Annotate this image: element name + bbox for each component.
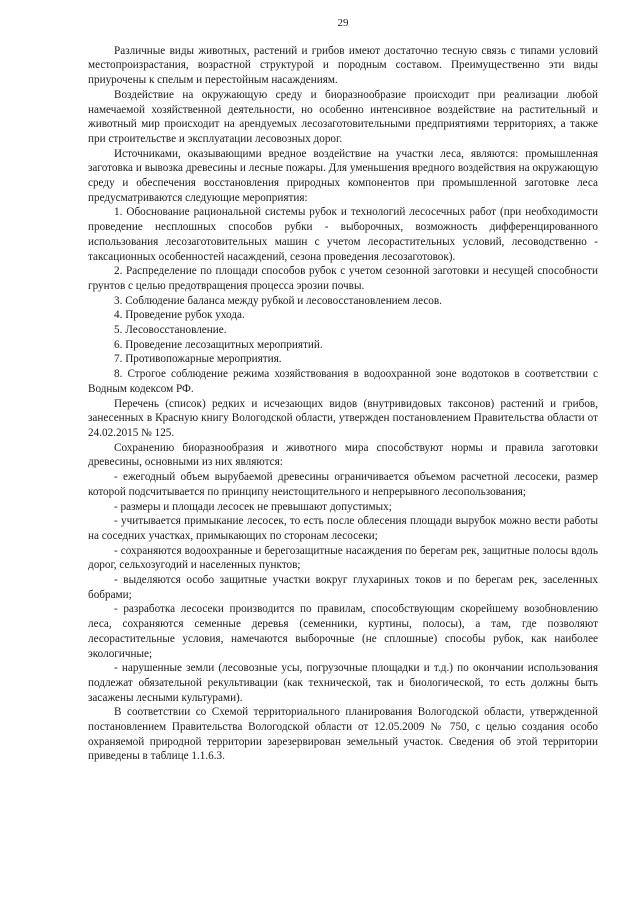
dash-list-item: - ежегодный объем вырубаемой древесины ограничивается объемом расчетной лесосеки, размер которой подсчитывается по принципу неистощительного и непрерывного лесопользования; <box>88 471 598 498</box>
paragraph: Источниками, оказывающими вредное воздействие на участки леса, являются: промышленная заготовка и вывозка древесины и лесные пожары. Для уменьшения вредного воздействия на окружающую среду и обеспечения восстановления природных компонентов при промышленной заготовке леса предусматриваются следующие мероприятия: <box>88 147 598 204</box>
dash-list-item: - сохраняются водоохранные и берегозащитные насаждения по берегам рек, защитные полосы вдоль дорог, сельхозугодий и населенных пунктов; <box>88 544 598 572</box>
list-item: 7. Противопожарные мероприятия. <box>114 353 282 366</box>
paragraph: Различные виды животных, растений и грибов имеют достаточно тесную связь с типами условий местопроизрастания, возрастной структурой и породным составом. Преимущественно эти виды приурочены к спелым и перестойным насаждениям. <box>88 44 598 87</box>
dash-list-item: - нарушенные земли (лесовозные усы, погрузочные площадки и т.д.) по окончании использования подлежат обязательной рекультивации (как технической, так и биологической, то есть должны быть засажены лесными культурами). <box>88 662 598 704</box>
page-number: 29 <box>337 17 349 29</box>
list-item: 3. Соблюдение баланса между рубкой и лесовосстановлением лесов. <box>114 294 442 307</box>
dash-list-item: - размеры и площади лесосек не превышают допустимых; <box>114 500 392 513</box>
dash-list-item: - выделяются особо защитные участки вокруг глухариных токов и по берегам рек, заселенных бобрами; <box>88 574 598 601</box>
paragraph: Перечень (список) редких и исчезающих видов (внутривидовых таксонов) растений и грибов, занесенных в Красную книгу Вологодской области, утвержден постановлением Правительства области от 24.02.2015 № 125. <box>88 397 598 439</box>
list-item: 1. Обоснование рациональной системы рубок и технологий лесосечных работ (при необходимости проведение несплошных способов рубки - выборочных, возможность дифференцированного использования лесозаготовительных машин с учетом лесорастительных условий, лесоводственно - таксационных особенностей насаждений, сезона проведения лесозаготовок). <box>88 206 598 263</box>
paragraph: Сохранению биоразнообразия и животного мира способствуют нормы и правила заготовки древесины, основными из них являются: <box>88 441 598 469</box>
dash-list-item: - учитывается примыкание лесосек, то есть после облесения площади вырубок можно вести работы на соседних участках, примыкающих по сторонам лесосеки; <box>88 515 598 542</box>
list-item: 8. Строгое соблюдение режима хозяйствования в водоохранной зоне водотоков в соответствии с Водным кодексом РФ. <box>88 368 598 395</box>
list-item: 6. Проведение лесозащитных мероприятий. <box>114 338 323 351</box>
paragraph: В соответствии со Схемой территориального планирования Вологодской области, утвержденной постановлением Правительства Вологодской области от 12.05.2009 № 750, с целью создания особо охраняемой природной территории зарезервирован земельный участок. Сведения об этой территории приведены в таблице 1.1.6.3. <box>88 706 598 763</box>
list-item: 5. Лесовосстановление. <box>114 324 227 337</box>
list-item: 2. Распределение по площади способов рубок с учетом сезонной заготовки и несущей способности грунтов с целью предотвращения процесса эрозии почвы. <box>88 265 598 292</box>
dash-list-item: - разработка лесосеки производится по правилам, способствующим скорейшему возобновлению леса, сохраняются семенные деревья (семенники, куртины, полосы), а там, где позволяют лесорастительные условия, намечаются выборочные (не сплошные) способы рубок, как наиболее экологичные; <box>88 603 598 660</box>
list-item: 4. Проведение рубок ухода. <box>114 309 245 322</box>
paragraph: Воздействие на окружающую среду и биоразнообразие происходит при реализации любой намечаемой хозяйственной деятельности, но особенно интенсивное воздействие на растительный и животный мир происходит на арендуемых лесозаготовительными предприятиями территориях, а также при строительстве и эксплуатации лесовозных дорог. <box>88 88 598 145</box>
